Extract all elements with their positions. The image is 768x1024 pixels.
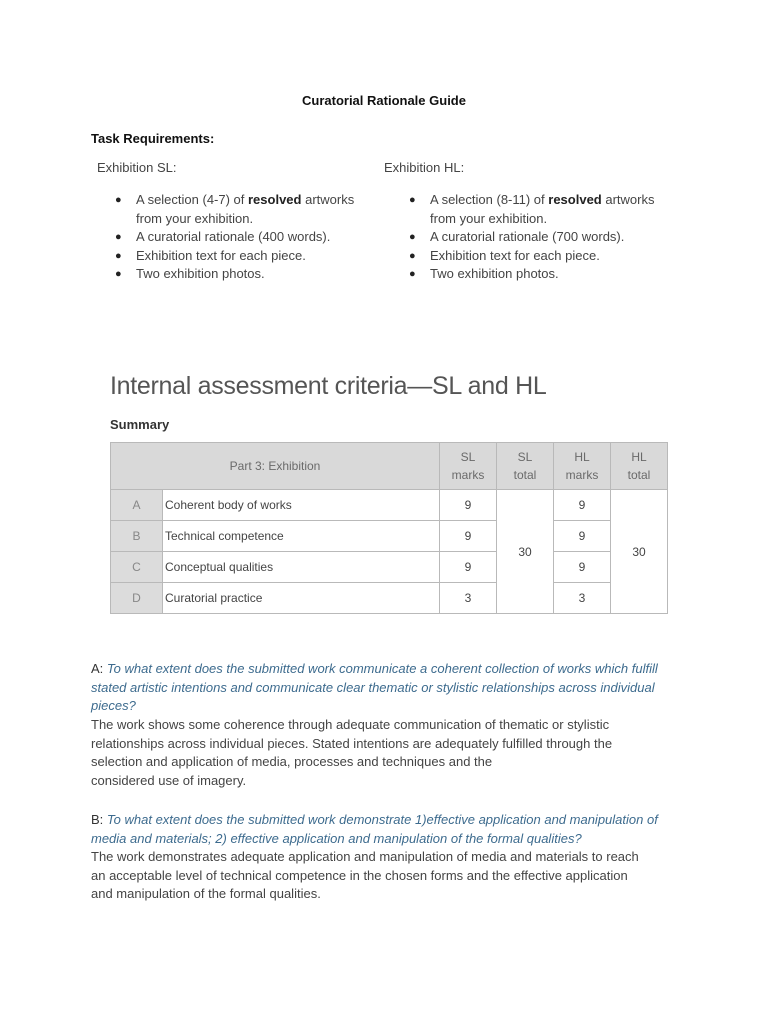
sl-marks-cell: 3 — [440, 583, 497, 614]
bullet-icon: ● — [409, 231, 416, 243]
criterion-name: Curatorial practice — [163, 583, 440, 614]
page-title: Curatorial Rationale Guide — [302, 93, 466, 108]
criterion-name: Technical competence — [163, 521, 440, 552]
sl-requirements-list — [115, 191, 375, 284]
header-sl-marks: SL marks — [440, 443, 497, 490]
criterion-a-answer: The work shows some coherence through adequate communication of thematic or stylistic relationships across individual pieces. Stated intentions are adequately fulfilled through the selection and application of media, processes and techniques and the considered use of imagery. — [91, 717, 613, 788]
assessment-title: Internal assessment criteria—SL and HL — [110, 372, 547, 400]
table-row — [111, 490, 668, 521]
table-row — [111, 583, 668, 614]
criterion-b-answer: The work demonstrates adequate application and manipulation of media and materials to reach an acceptable level of technical competence in the chosen forms and the effective application and manipulation of the formal qualities. — [91, 849, 639, 901]
exhibition-sl-heading: Exhibition SL: — [97, 160, 177, 175]
criterion-letter: B — [111, 521, 163, 552]
criterion-b-question: B: To what extent does the submitted work demonstrate 1)effective application and manipulation of media and materials; 2) effective application and manipulation of the formal qualities? — [91, 812, 658, 846]
criterion-a-question: A: To what extent does the submitted work communicate a coherent collection of works which fulfill stated artistic intentions and communicate clear thematic or stylistic relationships across individual pieces? — [91, 661, 658, 713]
hl-marks-cell: 9 — [554, 490, 611, 521]
hl-marks-cell: 9 — [554, 521, 611, 552]
bullet-icon: ● — [409, 194, 416, 206]
list-item: ● A selection (8-11) of resolved artworks from your exhibition. — [409, 192, 655, 226]
bullet-icon: ● — [115, 194, 122, 206]
list-item: ● Exhibition text for each piece. — [115, 247, 375, 266]
criterion-letter: A — [111, 490, 163, 521]
sl-marks-cell: 9 — [440, 552, 497, 583]
bullet-icon: ● — [115, 268, 122, 280]
header-part: Part 3: Exhibition — [111, 443, 440, 490]
list-item: ● Exhibition text for each piece. — [409, 247, 679, 266]
list-item: ● A curatorial rationale (700 words). — [409, 228, 679, 247]
criterion-letter: D — [111, 583, 163, 614]
table-header-row — [111, 443, 668, 490]
bullet-icon: ● — [115, 231, 122, 243]
list-item: ● A curatorial rationale (400 words). — [115, 228, 375, 247]
criterion-letter: C — [111, 552, 163, 583]
table-row — [111, 521, 668, 552]
exhibition-hl-heading: Exhibition HL: — [384, 160, 465, 175]
header-hl-marks: HL marks — [554, 443, 611, 490]
list-item: ● Two exhibition photos. — [115, 265, 375, 284]
bullet-icon: ● — [115, 249, 122, 262]
hl-requirements-list — [409, 191, 679, 284]
sl-marks-cell: 9 — [440, 490, 497, 521]
task-requirements-heading: Task Requirements: — [91, 131, 215, 146]
criteria-table — [110, 442, 668, 614]
header-sl-total: SL total — [497, 443, 554, 490]
hl-total-cell: 30 — [611, 490, 668, 614]
bullet-icon: ● — [409, 268, 416, 280]
table-row — [111, 552, 668, 583]
criterion-name: Coherent body of works — [163, 490, 440, 521]
criterion-name: Conceptual qualities — [163, 552, 440, 583]
bullet-icon: ● — [409, 249, 416, 262]
sl-marks-cell: 9 — [440, 521, 497, 552]
summary-label: Summary — [110, 417, 170, 432]
list-item: ● Two exhibition photos. — [409, 265, 679, 284]
hl-marks-cell: 9 — [554, 552, 611, 583]
header-hl-total: HL total — [611, 443, 668, 490]
sl-total-cell: 30 — [497, 490, 554, 614]
list-item: ● A selection (4-7) of resolved artworks from your exhibition. — [115, 192, 355, 226]
hl-marks-cell: 3 — [554, 583, 611, 614]
